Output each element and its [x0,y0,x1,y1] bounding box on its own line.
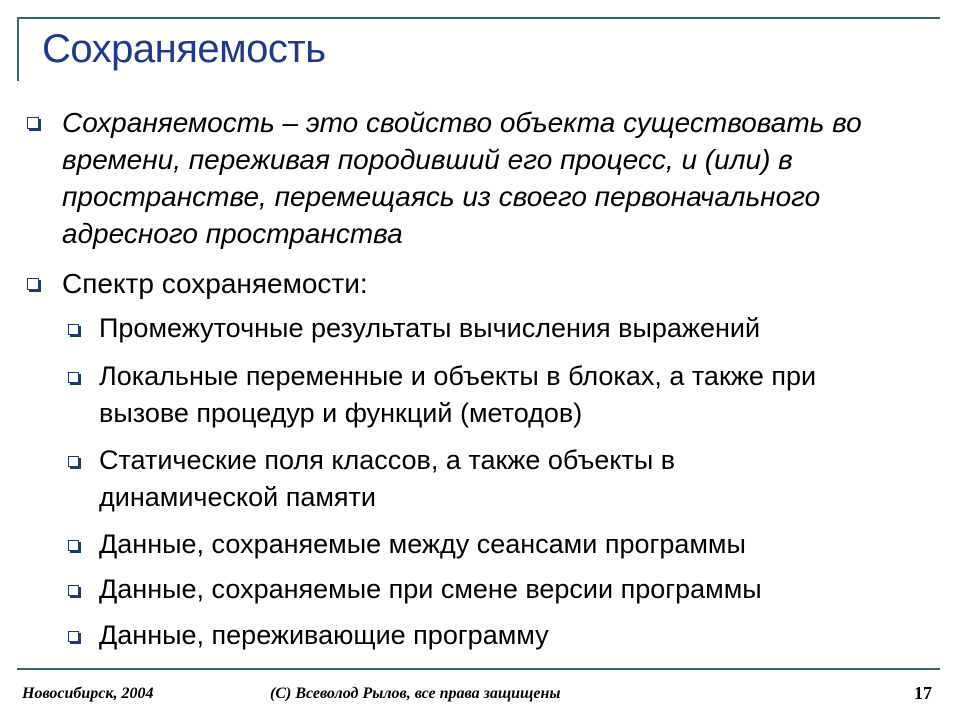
sub-bullet-text: Промежуточные результаты вычисления выражений [99,313,761,343]
sub-bullet-item [68,526,919,563]
bullet-text: Сохраняемость – это свойство объекта существовать во времени, переживая породивший его процесс, и (или) в пространстве, перемещаясь из своего первоначального адресного пространства [62,107,862,249]
hollow-square-bullet-icon [68,372,79,383]
hollow-square-bullet-icon [27,117,39,129]
hollow-square-bullet-icon [68,585,79,596]
hollow-square-bullet-icon [27,278,39,290]
hollow-square-bullet-icon [68,540,79,551]
hollow-square-bullet-icon [68,456,79,467]
bullet-text: Спектр сохраняемости: [62,268,368,299]
sub-bullet-item [68,310,919,347]
sub-bullet-item [68,571,919,608]
sub-bullet-item [68,358,899,432]
bullet-item-spectrum [27,265,922,302]
hollow-square-bullet-icon [68,324,79,335]
hollow-square-bullet-icon [68,631,79,642]
sub-bullet-text: Данные, переживающие программу [99,620,549,650]
sub-bullet-text: Данные, сохраняемые между сеансами программы [99,529,746,559]
bullet-item-definition [27,104,922,252]
sub-bullet-item [68,442,819,516]
slide-title: Сохраняемость [42,27,326,71]
page-number: 17 [914,683,932,703]
footer-copyright: (С) Всеволод Рылов, все права защищены [270,685,561,702]
title-frame-top-line [17,17,940,19]
footer-location: Новосибирск, 2004 [22,685,154,702]
title-frame-left-line [17,17,19,81]
sub-bullet-text: Данные, сохраняемые при смене версии программы [99,574,762,604]
sub-bullet-item [68,617,919,654]
sub-bullet-text: Локальные переменные и объекты в блоках, а также при вызове процедур и функций (методов) [99,361,817,428]
footer-divider-line [17,668,940,670]
sub-bullet-text: Статические поля классов, а также объекты в динамической памяти [99,445,676,512]
